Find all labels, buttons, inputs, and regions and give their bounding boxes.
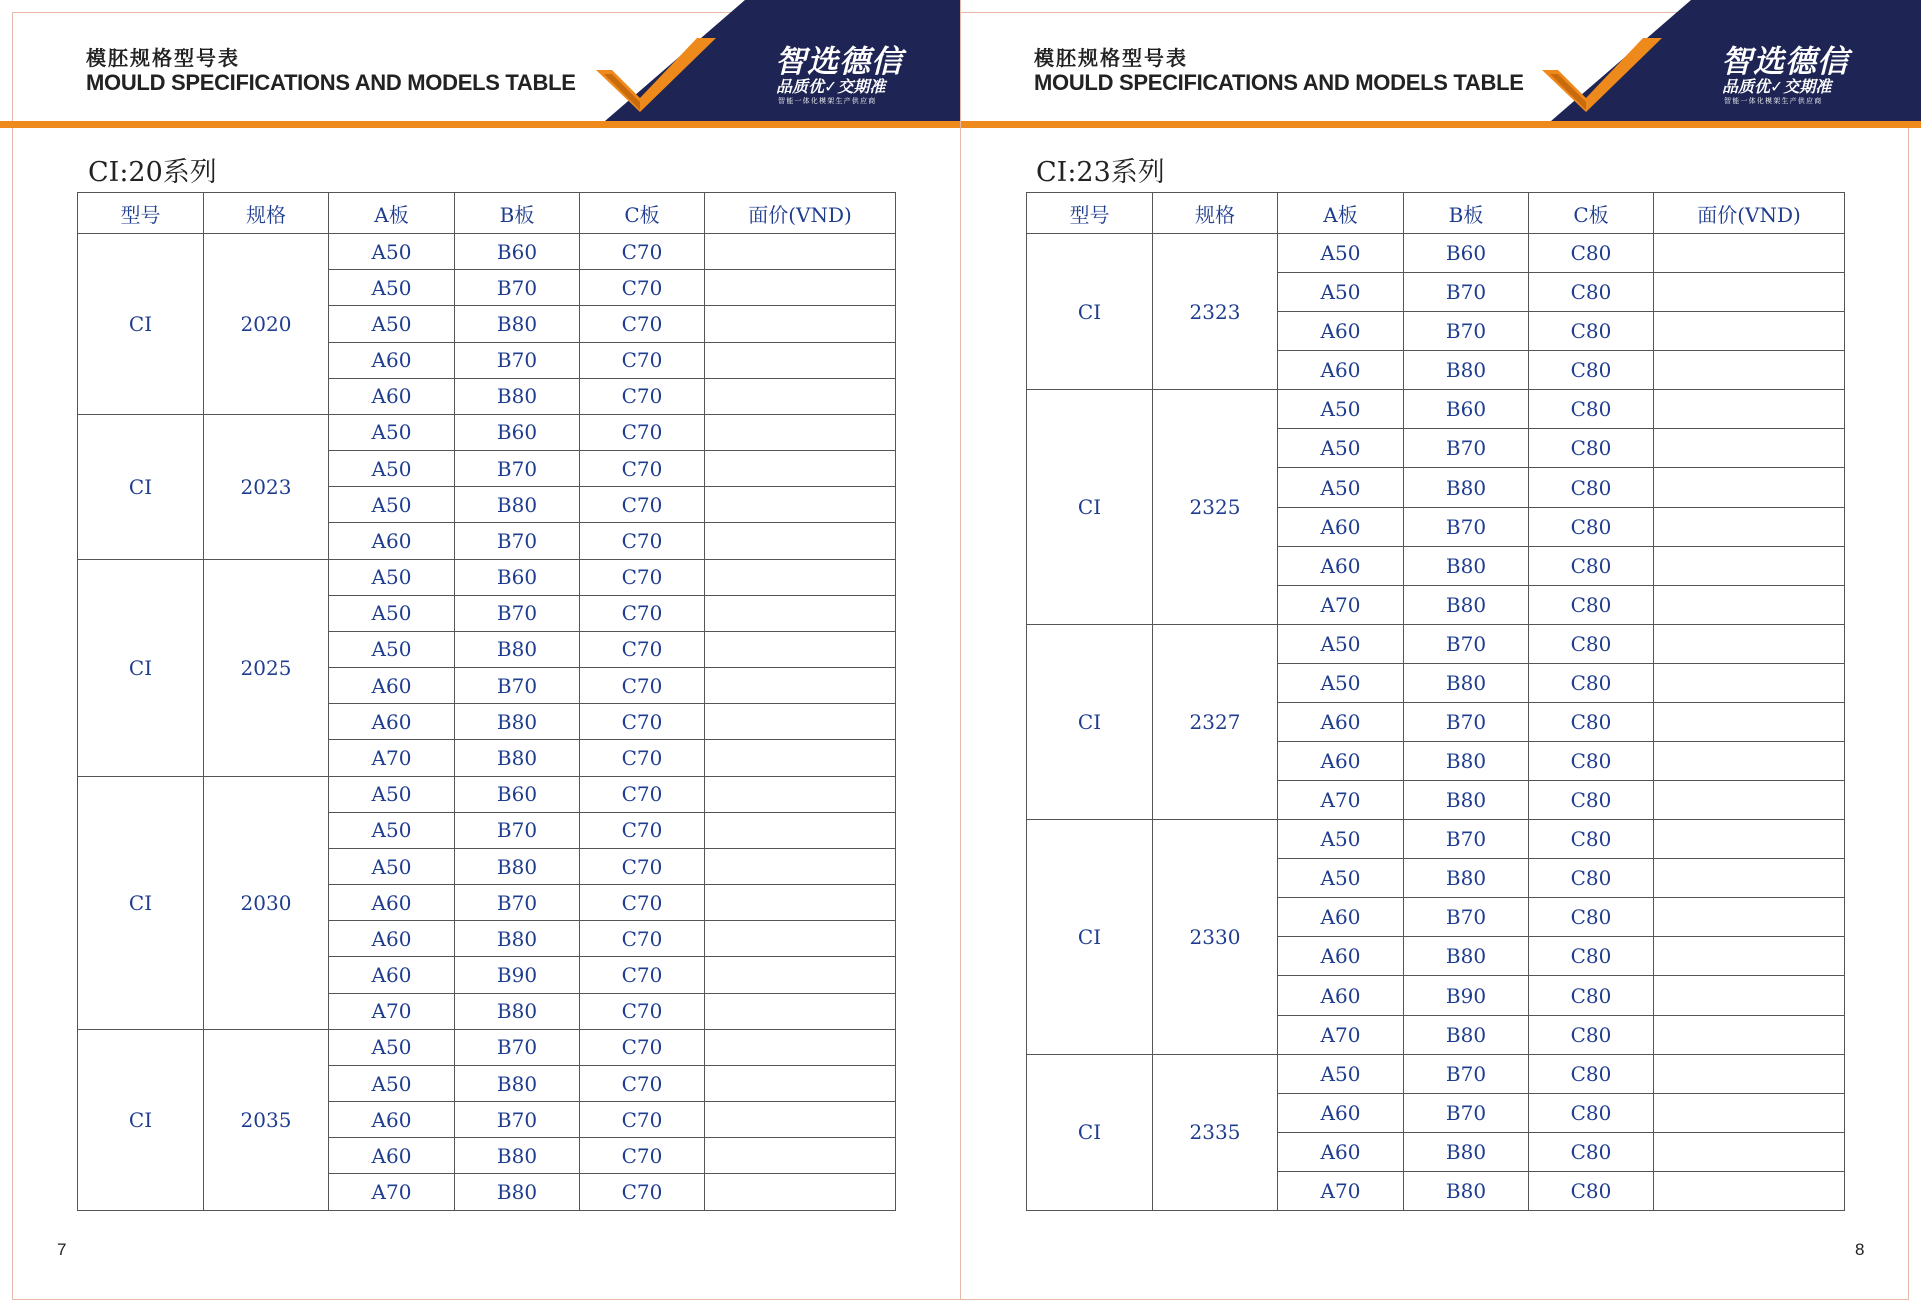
- c-plate-cell: C80: [1529, 351, 1654, 390]
- price-cell: [705, 1029, 896, 1065]
- a-plate-cell: A50: [1278, 1054, 1404, 1093]
- col-header-b-plate: B板: [1404, 193, 1529, 234]
- b-plate-cell: B80: [455, 1065, 580, 1101]
- table-body: [78, 234, 896, 1211]
- b-plate-cell: B70: [1404, 820, 1529, 859]
- b-plate-cell: B70: [455, 885, 580, 921]
- a-plate-cell: A50: [329, 559, 455, 595]
- a-plate-cell: A50: [1278, 468, 1404, 507]
- price-cell: [1654, 546, 1845, 585]
- price-cell: [1654, 624, 1845, 663]
- c-plate-cell: C70: [580, 451, 705, 487]
- b-plate-cell: B80: [1404, 937, 1529, 976]
- table-row: [78, 776, 896, 812]
- model-cell: CI: [1027, 1054, 1153, 1210]
- a-plate-cell: A50: [329, 234, 455, 270]
- c-plate-cell: C80: [1529, 1093, 1654, 1132]
- spec-cell: 2020: [204, 234, 329, 415]
- price-cell: [1654, 859, 1845, 898]
- price-cell: [705, 1102, 896, 1138]
- col-header-model: 型号: [1027, 193, 1153, 234]
- table-header-row: [1027, 193, 1845, 234]
- price-cell: [705, 414, 896, 450]
- a-plate-cell: A50: [1278, 624, 1404, 663]
- price-cell: [705, 234, 896, 270]
- c-plate-cell: C70: [580, 595, 705, 631]
- c-plate-cell: C70: [580, 414, 705, 450]
- c-plate-cell: C70: [580, 1138, 705, 1174]
- b-plate-cell: B80: [455, 1138, 580, 1174]
- col-header-b-plate: B板: [455, 193, 580, 234]
- c-plate-cell: C70: [580, 270, 705, 306]
- a-plate-cell: A70: [1278, 585, 1404, 624]
- page-header: [961, 0, 1921, 128]
- a-plate-cell: A70: [1278, 781, 1404, 820]
- b-plate-cell: B80: [1404, 859, 1529, 898]
- col-header-spec: 规格: [204, 193, 329, 234]
- b-plate-cell: B70: [455, 523, 580, 559]
- table-row: [78, 414, 896, 450]
- c-plate-cell: C80: [1529, 742, 1654, 781]
- c-plate-cell: C80: [1529, 468, 1654, 507]
- c-plate-cell: C80: [1529, 234, 1654, 273]
- a-plate-cell: A60: [1278, 1132, 1404, 1171]
- b-plate-cell: B80: [455, 740, 580, 776]
- page-number: 8: [1855, 1240, 1865, 1259]
- c-plate-cell: C70: [580, 668, 705, 704]
- b-plate-cell: B90: [1404, 976, 1529, 1015]
- price-cell: [705, 1138, 896, 1174]
- brand-slogan: 品质优✓交期准: [1722, 77, 1832, 96]
- b-plate-cell: B80: [455, 1174, 580, 1211]
- a-plate-cell: A50: [1278, 273, 1404, 312]
- price-cell: [705, 631, 896, 667]
- c-plate-cell: C80: [1529, 273, 1654, 312]
- a-plate-cell: A70: [1278, 1015, 1404, 1054]
- table-row: [1027, 1054, 1845, 1093]
- a-plate-cell: A70: [329, 740, 455, 776]
- brand-name: 智选德信: [1721, 44, 1849, 80]
- a-plate-cell: A50: [329, 631, 455, 667]
- a-plate-cell: A50: [329, 306, 455, 342]
- price-cell: [1654, 1171, 1845, 1210]
- a-plate-cell: A50: [1278, 234, 1404, 273]
- price-cell: [1654, 820, 1845, 859]
- c-plate-cell: C80: [1529, 1054, 1654, 1093]
- price-cell: [705, 451, 896, 487]
- c-plate-cell: C70: [580, 234, 705, 270]
- spec-table: [1026, 192, 1845, 1211]
- header-title-en: MOULD SPECIFICATIONS AND MODELS TABLE: [1034, 70, 1524, 95]
- model-cell: CI: [1027, 624, 1153, 819]
- price-cell: [705, 776, 896, 812]
- c-plate-cell: C70: [580, 378, 705, 414]
- c-plate-cell: C70: [580, 306, 705, 342]
- b-plate-cell: B70: [455, 270, 580, 306]
- c-plate-cell: C80: [1529, 702, 1654, 741]
- b-plate-cell: B70: [455, 1029, 580, 1065]
- a-plate-cell: A50: [1278, 663, 1404, 702]
- c-plate-cell: C70: [580, 704, 705, 740]
- b-plate-cell: B90: [455, 957, 580, 993]
- b-plate-cell: B80: [455, 487, 580, 523]
- price-cell: [705, 378, 896, 414]
- b-plate-cell: B80: [1404, 546, 1529, 585]
- c-plate-cell: C70: [580, 848, 705, 884]
- b-plate-cell: B70: [455, 451, 580, 487]
- spec-cell: 2330: [1153, 820, 1278, 1054]
- price-cell: [1654, 429, 1845, 468]
- price-cell: [1654, 390, 1845, 429]
- c-plate-cell: C80: [1529, 1015, 1654, 1054]
- c-plate-cell: C80: [1529, 820, 1654, 859]
- c-plate-cell: C70: [580, 1174, 705, 1211]
- spec-cell: 2325: [1153, 390, 1278, 624]
- c-plate-cell: C80: [1529, 898, 1654, 937]
- c-plate-cell: C80: [1529, 1171, 1654, 1210]
- c-plate-cell: C70: [580, 812, 705, 848]
- a-plate-cell: A60: [1278, 507, 1404, 546]
- table-row: [78, 1029, 896, 1065]
- a-plate-cell: A50: [329, 848, 455, 884]
- col-header-price: 面价(VND): [1654, 193, 1845, 234]
- b-plate-cell: B80: [1404, 781, 1529, 820]
- a-plate-cell: A60: [329, 921, 455, 957]
- c-plate-cell: C80: [1529, 390, 1654, 429]
- b-plate-cell: B80: [1404, 663, 1529, 702]
- b-plate-cell: B70: [1404, 702, 1529, 741]
- price-cell: [1654, 507, 1845, 546]
- b-plate-cell: B80: [1404, 1015, 1529, 1054]
- col-header-a-plate: A板: [329, 193, 455, 234]
- a-plate-cell: A50: [1278, 390, 1404, 429]
- price-cell: [1654, 742, 1845, 781]
- b-plate-cell: B80: [1404, 1132, 1529, 1171]
- a-plate-cell: A50: [1278, 429, 1404, 468]
- c-plate-cell: C80: [1529, 429, 1654, 468]
- c-plate-cell: C80: [1529, 859, 1654, 898]
- b-plate-cell: B80: [455, 848, 580, 884]
- model-cell: CI: [78, 234, 204, 415]
- spec-cell: 2030: [204, 776, 329, 1029]
- a-plate-cell: A50: [329, 414, 455, 450]
- model-cell: CI: [78, 559, 204, 776]
- b-plate-cell: B70: [455, 668, 580, 704]
- col-header-model: 型号: [78, 193, 204, 234]
- b-plate-cell: B70: [455, 342, 580, 378]
- spec-cell: 2327: [1153, 624, 1278, 819]
- model-cell: CI: [78, 776, 204, 1029]
- b-plate-cell: B70: [1404, 624, 1529, 663]
- b-plate-cell: B60: [455, 234, 580, 270]
- spec-cell: 2335: [1153, 1054, 1278, 1210]
- model-cell: CI: [1027, 234, 1153, 390]
- a-plate-cell: A60: [329, 378, 455, 414]
- table-row: [1027, 820, 1845, 859]
- a-plate-cell: A60: [1278, 702, 1404, 741]
- price-cell: [705, 668, 896, 704]
- series-title: CI:23系列: [1036, 157, 1165, 188]
- a-plate-cell: A60: [1278, 898, 1404, 937]
- brand-logo: [600, 0, 960, 121]
- price-cell: [705, 306, 896, 342]
- b-plate-cell: B60: [455, 414, 580, 450]
- header-title-cn: 模胚规格型号表: [1034, 46, 1188, 70]
- spec-cell: 2025: [204, 559, 329, 776]
- a-plate-cell: A50: [329, 1065, 455, 1101]
- b-plate-cell: B80: [1404, 742, 1529, 781]
- c-plate-cell: C70: [580, 993, 705, 1029]
- brand-slogan: 品质优✓交期准: [776, 77, 886, 96]
- c-plate-cell: C70: [580, 776, 705, 812]
- c-plate-cell: C80: [1529, 585, 1654, 624]
- spec-table: [77, 192, 896, 1211]
- a-plate-cell: A50: [1278, 820, 1404, 859]
- c-plate-cell: C70: [580, 631, 705, 667]
- price-cell: [705, 740, 896, 776]
- c-plate-cell: C70: [580, 740, 705, 776]
- price-cell: [1654, 1093, 1845, 1132]
- b-plate-cell: B80: [1404, 585, 1529, 624]
- col-header-c-plate: C板: [1529, 193, 1654, 234]
- a-plate-cell: A70: [329, 1174, 455, 1211]
- b-plate-cell: B70: [1404, 507, 1529, 546]
- price-cell: [1654, 1015, 1845, 1054]
- page-number: 7: [57, 1240, 67, 1259]
- price-cell: [1654, 937, 1845, 976]
- price-cell: [1654, 468, 1845, 507]
- price-cell: [705, 812, 896, 848]
- b-plate-cell: B70: [455, 812, 580, 848]
- a-plate-cell: A60: [329, 1102, 455, 1138]
- c-plate-cell: C70: [580, 1029, 705, 1065]
- a-plate-cell: A60: [329, 342, 455, 378]
- b-plate-cell: B80: [455, 704, 580, 740]
- model-cell: CI: [78, 414, 204, 559]
- a-plate-cell: A70: [1278, 1171, 1404, 1210]
- b-plate-cell: B60: [455, 559, 580, 595]
- a-plate-cell: A50: [329, 812, 455, 848]
- table-body: [1027, 234, 1845, 1211]
- a-plate-cell: A60: [329, 704, 455, 740]
- price-cell: [705, 921, 896, 957]
- price-cell: [705, 595, 896, 631]
- price-cell: [705, 270, 896, 306]
- c-plate-cell: C80: [1529, 663, 1654, 702]
- model-cell: CI: [1027, 390, 1153, 624]
- c-plate-cell: C80: [1529, 312, 1654, 351]
- spec-cell: 2023: [204, 414, 329, 559]
- price-cell: [705, 523, 896, 559]
- table-row: [78, 234, 896, 270]
- b-plate-cell: B80: [455, 631, 580, 667]
- brand-logo: [1546, 0, 1906, 121]
- b-plate-cell: B70: [1404, 429, 1529, 468]
- b-plate-cell: B70: [1404, 1054, 1529, 1093]
- col-header-price: 面价(VND): [705, 193, 896, 234]
- col-header-a-plate: A板: [1278, 193, 1404, 234]
- table-header-row: [78, 193, 896, 234]
- b-plate-cell: B80: [455, 993, 580, 1029]
- a-plate-cell: A50: [329, 487, 455, 523]
- brand-subtitle: 智能一体化模架生产供应商: [778, 97, 877, 105]
- price-cell: [705, 1065, 896, 1101]
- b-plate-cell: B60: [1404, 390, 1529, 429]
- a-plate-cell: A60: [1278, 976, 1404, 1015]
- b-plate-cell: B70: [1404, 898, 1529, 937]
- spec-cell: 2323: [1153, 234, 1278, 390]
- price-cell: [1654, 312, 1845, 351]
- price-cell: [1654, 702, 1845, 741]
- c-plate-cell: C70: [580, 487, 705, 523]
- price-cell: [705, 848, 896, 884]
- c-plate-cell: C70: [580, 559, 705, 595]
- b-plate-cell: B60: [1404, 234, 1529, 273]
- price-cell: [705, 993, 896, 1029]
- b-plate-cell: B70: [455, 1102, 580, 1138]
- b-plate-cell: B70: [1404, 273, 1529, 312]
- price-cell: [1654, 781, 1845, 820]
- a-plate-cell: A50: [329, 451, 455, 487]
- price-cell: [705, 559, 896, 595]
- col-header-spec: 规格: [1153, 193, 1278, 234]
- table-row: [1027, 624, 1845, 663]
- price-cell: [705, 957, 896, 993]
- c-plate-cell: C70: [580, 921, 705, 957]
- a-plate-cell: A60: [1278, 312, 1404, 351]
- brand-subtitle: 智能一体化模架生产供应商: [1724, 97, 1823, 105]
- header-title-en: MOULD SPECIFICATIONS AND MODELS TABLE: [86, 70, 576, 95]
- price-cell: [1654, 273, 1845, 312]
- a-plate-cell: A60: [329, 957, 455, 993]
- header-title-cn: 模胚规格型号表: [86, 46, 240, 70]
- price-cell: [705, 704, 896, 740]
- series-title: CI:20系列: [88, 157, 217, 188]
- a-plate-cell: A60: [329, 1138, 455, 1174]
- a-plate-cell: A50: [1278, 859, 1404, 898]
- a-plate-cell: A50: [329, 776, 455, 812]
- price-cell: [705, 342, 896, 378]
- model-cell: CI: [1027, 820, 1153, 1054]
- price-cell: [705, 1174, 896, 1211]
- price-cell: [1654, 1132, 1845, 1171]
- a-plate-cell: A60: [329, 885, 455, 921]
- a-plate-cell: A50: [329, 595, 455, 631]
- a-plate-cell: A70: [329, 993, 455, 1029]
- b-plate-cell: B80: [455, 378, 580, 414]
- c-plate-cell: C70: [580, 342, 705, 378]
- price-cell: [1654, 1054, 1845, 1093]
- b-plate-cell: B80: [455, 921, 580, 957]
- a-plate-cell: A60: [329, 668, 455, 704]
- c-plate-cell: C80: [1529, 624, 1654, 663]
- a-plate-cell: A60: [329, 523, 455, 559]
- a-plate-cell: A60: [1278, 1093, 1404, 1132]
- c-plate-cell: C80: [1529, 1132, 1654, 1171]
- a-plate-cell: A50: [329, 1029, 455, 1065]
- c-plate-cell: C70: [580, 523, 705, 559]
- model-cell: CI: [78, 1029, 204, 1210]
- b-plate-cell: B80: [1404, 351, 1529, 390]
- b-plate-cell: B70: [455, 595, 580, 631]
- header-orange-bar: [961, 121, 1921, 128]
- a-plate-cell: A60: [1278, 937, 1404, 976]
- brand-name: 智选德信: [775, 44, 903, 80]
- a-plate-cell: A60: [1278, 742, 1404, 781]
- table-row: [1027, 390, 1845, 429]
- b-plate-cell: B80: [1404, 468, 1529, 507]
- price-cell: [1654, 351, 1845, 390]
- page-left: [0, 0, 960, 1300]
- c-plate-cell: C80: [1529, 546, 1654, 585]
- price-cell: [1654, 234, 1845, 273]
- table-row: [78, 559, 896, 595]
- price-cell: [1654, 976, 1845, 1015]
- a-plate-cell: A60: [1278, 351, 1404, 390]
- c-plate-cell: C70: [580, 1065, 705, 1101]
- price-cell: [1654, 898, 1845, 937]
- price-cell: [705, 487, 896, 523]
- spec-cell: 2035: [204, 1029, 329, 1210]
- header-orange-bar: [0, 121, 960, 128]
- b-plate-cell: B70: [1404, 1093, 1529, 1132]
- page-header: [0, 0, 960, 128]
- a-plate-cell: A60: [1278, 546, 1404, 585]
- c-plate-cell: C80: [1529, 976, 1654, 1015]
- c-plate-cell: C80: [1529, 507, 1654, 546]
- b-plate-cell: B60: [455, 776, 580, 812]
- page-right: [961, 0, 1921, 1300]
- col-header-c-plate: C板: [580, 193, 705, 234]
- a-plate-cell: A50: [329, 270, 455, 306]
- b-plate-cell: B70: [1404, 312, 1529, 351]
- c-plate-cell: C80: [1529, 781, 1654, 820]
- b-plate-cell: B80: [455, 306, 580, 342]
- c-plate-cell: C80: [1529, 937, 1654, 976]
- b-plate-cell: B80: [1404, 1171, 1529, 1210]
- price-cell: [1654, 663, 1845, 702]
- price-cell: [1654, 585, 1845, 624]
- c-plate-cell: C70: [580, 885, 705, 921]
- table-row: [1027, 234, 1845, 273]
- c-plate-cell: C70: [580, 957, 705, 993]
- price-cell: [705, 885, 896, 921]
- c-plate-cell: C70: [580, 1102, 705, 1138]
